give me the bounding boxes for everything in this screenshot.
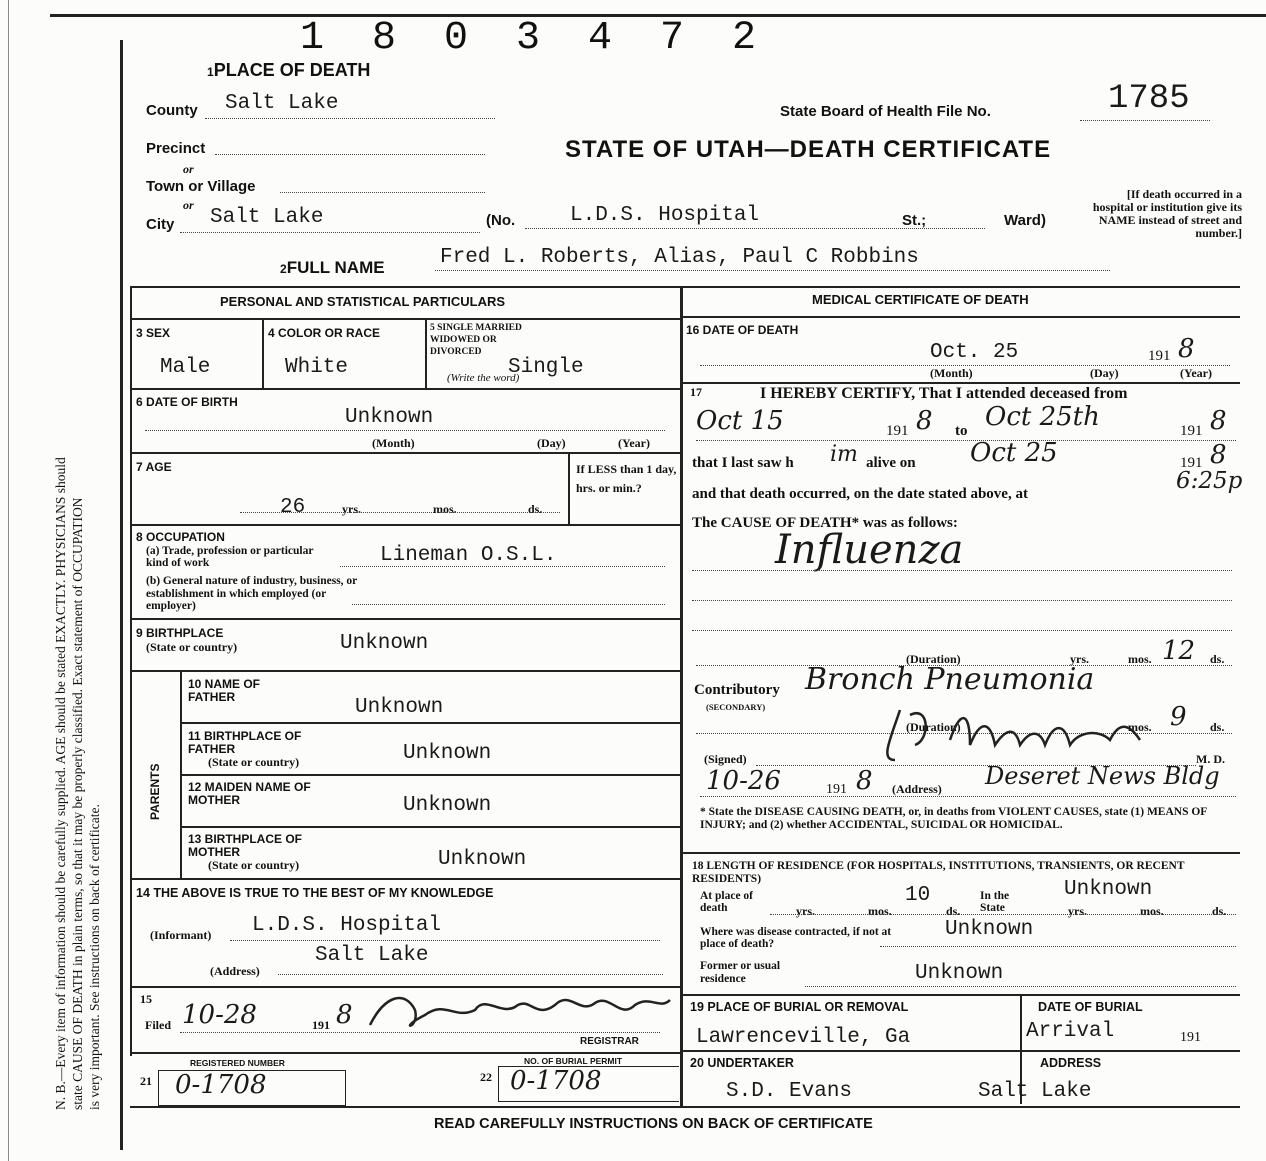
address-value: Salt Lake xyxy=(315,944,429,967)
occupation-label: 8 OCCUPATION xyxy=(136,530,225,544)
address-label: (Address) xyxy=(210,964,260,978)
sidebar-line-1: N. B.—Every item of information should be carefully supplied. AGE should be stated EXACTLY. PHYSICIANS should xyxy=(53,457,68,1110)
burial-permit-value: 0-1708 xyxy=(510,1066,602,1096)
medical-heading: MEDICAL CERTIFICATE OF DEATH xyxy=(812,292,1029,307)
father-birthplace-value: Unknown xyxy=(403,742,492,765)
dob-label: 6 DATE OF BIRTH xyxy=(136,395,238,409)
cell-divider xyxy=(262,318,264,388)
row-line xyxy=(680,852,1240,854)
date-of-death-label: 16 DATE OF DEATH xyxy=(686,323,799,337)
left-border xyxy=(120,40,123,1150)
res-yrs-label: yrs. xyxy=(796,904,815,918)
certify-text: I HEREBY CERTIFY, That I attended deceased from xyxy=(760,385,1128,402)
signed-address-label: (Address) xyxy=(892,782,942,796)
filed-year-prefix: 191 xyxy=(312,1018,330,1032)
file-line xyxy=(1080,120,1210,121)
row-line xyxy=(130,388,680,390)
alive-year-prefix: 191 xyxy=(1180,455,1203,471)
at-place-label: At place of death xyxy=(700,890,754,914)
filed-date: 10-28 xyxy=(182,1000,257,1030)
mos-label-1: mos. xyxy=(1128,652,1152,666)
alive-year-digit: 8 xyxy=(1210,440,1227,470)
institution-note: [If death occurred in a hospital or institution give its NAME instead of street and number.] xyxy=(1092,187,1242,240)
cause-label: The CAUSE OF DEATH* was as follows: xyxy=(692,515,958,531)
st-label: St.; xyxy=(902,212,927,229)
signed-label: (Signed) xyxy=(704,752,747,766)
informant-value: L.D.S. Hospital xyxy=(252,914,442,937)
dob-month-sub: (Month) xyxy=(372,436,415,450)
last-saw-label: that I last saw h xyxy=(692,455,794,471)
row-line xyxy=(680,1050,1240,1052)
row-line xyxy=(130,878,680,880)
signed-year-digit: 8 xyxy=(856,766,873,796)
attended-to-date: Oct 25th xyxy=(985,402,1100,432)
occupation-value: Lineman O.S.L. xyxy=(380,544,557,567)
row-line xyxy=(130,670,680,672)
residence-label: 18 LENGTH OF RESIDENCE (FOR HOSPITALS, INSTITUTIONS, TRANSIENTS, OR RECENT RESIDENTS) xyxy=(692,860,1185,885)
informant-label: (Informant) xyxy=(150,928,212,942)
res-mos-label: mos. xyxy=(868,904,892,918)
num-15: 15 xyxy=(140,992,152,1006)
from-year-prefix: 191 xyxy=(886,423,909,439)
row-line xyxy=(680,382,1240,384)
color-label: 4 COLOR OR RACE xyxy=(268,326,381,340)
date-of-death-year-prefix: 191 xyxy=(1148,348,1171,364)
burial-permit-label: NO. OF BURIAL PERMIT xyxy=(524,1056,623,1066)
attended-line xyxy=(696,440,1236,441)
mos-label-2: mos. xyxy=(1128,720,1152,734)
undertaker-label: 20 UNDERTAKER xyxy=(690,1056,794,1070)
contracted-label: Where was disease contracted, if not at place of death? xyxy=(700,926,892,950)
row-line xyxy=(130,1052,680,1054)
ward-label: Ward) xyxy=(1004,212,1046,229)
burial-label: 19 PLACE OF BURIAL OR REMOVAL xyxy=(690,1000,909,1014)
from-year-digit: 8 xyxy=(916,406,933,436)
contracted-line xyxy=(880,946,1236,947)
dob-value: Unknown xyxy=(345,406,434,429)
dod-month-sub: (Month) xyxy=(930,366,973,380)
city-line xyxy=(180,232,480,233)
town-line xyxy=(280,192,485,193)
cause-line-2 xyxy=(692,600,1232,601)
signed-address-value: Deseret News Bldg xyxy=(985,762,1220,790)
age-label: 7 AGE xyxy=(136,460,172,474)
filed-label: Filed xyxy=(145,1018,171,1032)
former-value: Unknown xyxy=(915,962,1004,985)
address-line xyxy=(278,974,663,975)
sidebar-instructions xyxy=(52,60,103,1110)
dob-year-sub: (Year) xyxy=(618,436,650,450)
state-ds-label: ds. xyxy=(1212,904,1227,918)
occupation-b-label: (b) General nature of industry, business, or establishment in which employed (or employer) xyxy=(146,575,358,612)
row-line xyxy=(180,774,680,776)
row-line xyxy=(680,994,1240,996)
signed-date: 10-26 xyxy=(706,766,781,796)
page-title: STATE OF UTAH—DEATH CERTIFICATE xyxy=(565,136,1052,163)
res-state-value: Unknown xyxy=(1064,878,1153,901)
birthplace-value: Unknown xyxy=(340,632,429,655)
secondary-label: (SECONDARY) xyxy=(706,702,766,712)
res-ds-label: ds. xyxy=(946,904,961,918)
edge-line xyxy=(8,0,9,1161)
burial-date-value: Arrival xyxy=(1026,1020,1115,1043)
duration-value-1: 12 xyxy=(1162,636,1196,666)
ds-label-1: ds. xyxy=(1210,652,1225,666)
cell-divider xyxy=(425,318,427,388)
burial-year-prefix: 191 xyxy=(1180,1030,1201,1045)
grid-middle xyxy=(680,286,683,1106)
alive-on-date: Oct 25 xyxy=(970,438,1058,468)
contracted-value: Unknown xyxy=(945,918,1034,941)
cell-divider xyxy=(568,452,570,524)
attended-from-date: Oct 15 xyxy=(696,406,784,436)
mother-value: Unknown xyxy=(403,794,492,817)
file-label: State Board of Health File No. xyxy=(780,103,991,120)
dob-line xyxy=(145,430,665,431)
informant-line xyxy=(230,940,660,941)
full-name-value: Fred L. Roberts, Alias, Paul C Robbins xyxy=(440,246,919,269)
father-value: Unknown xyxy=(355,696,444,719)
registrar-label: REGISTRAR xyxy=(580,1036,639,1047)
birthplace-sub: (State or country) xyxy=(146,640,238,654)
occ-b-line xyxy=(352,604,665,605)
row-line xyxy=(680,316,1240,318)
city-value: Salt Lake xyxy=(210,206,324,229)
precinct-label: Precinct xyxy=(146,140,206,157)
row-line xyxy=(180,722,680,724)
sex-value: Male xyxy=(160,356,211,379)
death-occurred-label: and that death occurred, on the date stated above, at xyxy=(692,486,1028,502)
md-label: M. D. xyxy=(1196,752,1225,766)
father-birthplace-label: 11 BIRTHPLACE OF FATHER xyxy=(188,729,302,756)
contributory-label: Contributory xyxy=(694,682,780,698)
color-value: White xyxy=(285,356,349,379)
dod-year-sub: (Year) xyxy=(1180,366,1212,380)
undertaker-address-label: ADDRESS xyxy=(1040,1056,1102,1070)
age-value: 26 xyxy=(280,496,306,519)
row-line xyxy=(130,524,680,526)
serial-number: 1 8 0 3 4 7 2 xyxy=(300,16,769,61)
occ-line xyxy=(340,566,665,567)
cause-line-3 xyxy=(692,630,1232,631)
full-name-line xyxy=(435,270,1110,271)
city-label: City xyxy=(146,216,175,233)
state-mos-label: mos. xyxy=(1140,904,1164,918)
dob-day-sub: (Day) xyxy=(537,436,566,450)
row-line xyxy=(130,452,680,454)
contributory-value: Bronch Pneumonia xyxy=(805,662,1095,697)
undertaker-address-value: Salt Lake xyxy=(978,1080,1092,1103)
burial-date-label: DATE OF BURIAL xyxy=(1038,1000,1143,1014)
state-yrs-label: yrs. xyxy=(1068,904,1087,918)
yrs-label-1: yrs. xyxy=(1070,652,1089,666)
res-mos-value: 10 xyxy=(905,884,931,907)
residence-line xyxy=(770,914,1236,915)
cause-line-1 xyxy=(692,570,1232,571)
sex-label: 3 SEX xyxy=(136,326,171,340)
age-line xyxy=(240,512,560,513)
burial-value: Lawrenceville, Ga xyxy=(696,1026,911,1049)
marital-value: Single xyxy=(508,356,584,379)
yrs-label: yrs. xyxy=(342,502,361,516)
personal-heading: PERSONAL AND STATISTICAL PARTICULARS xyxy=(220,294,506,309)
knowledge-label: 14 THE ABOVE IS TRUE TO THE BEST OF MY KNOWLEDGE xyxy=(136,886,494,900)
duration-value-2: 9 xyxy=(1170,702,1187,732)
father-label: 10 NAME OF FATHER xyxy=(188,677,261,704)
num-17: 17 xyxy=(690,385,702,399)
registered-number-label: REGISTERED NUMBER xyxy=(190,1058,285,1068)
county-value: Salt Lake xyxy=(225,92,339,115)
birthplace-label: 9 BIRTHPLACE xyxy=(136,626,224,640)
to-year-prefix: 191 xyxy=(1180,423,1203,439)
physician-signature xyxy=(860,700,1170,770)
undertaker-value: S.D. Evans xyxy=(726,1080,853,1103)
hospital-value: L.D.S. Hospital xyxy=(570,204,760,227)
mother-birthplace-label: 13 BIRTHPLACE OF MOTHER xyxy=(188,832,303,859)
signed-year-prefix: 191 xyxy=(826,782,847,797)
no-label: (No. xyxy=(486,212,516,229)
to-label: to xyxy=(955,423,968,439)
less-than-label: If LESS than 1 day, hrs. or min.? xyxy=(576,462,677,495)
county-line xyxy=(205,118,495,119)
address-line-2 xyxy=(700,796,1236,797)
footnote: * State the DISEASE CAUSING DEATH, or, in deaths from VIOLENT CAUSES, state (1) MEANS OF INJURY; and (2) whether ACCIDENTAL, SUICIDAL OR HOMICIDAL. xyxy=(700,806,1207,831)
footer-instructions: READ CAREFULLY INSTRUCTIONS ON BACK OF CERTIFICATE xyxy=(434,1116,873,1132)
occupation-a-label: (a) Trade, profession or particular kind of work xyxy=(146,545,314,569)
file-number: 1785 xyxy=(1108,80,1190,118)
sidebar-line-2: state CAUSE OF DEATH in plain terms, so that it may be properly classified. Exact statement of OCCUPATION xyxy=(70,497,85,1110)
mother-birthplace-sub: (State or country) xyxy=(208,858,300,872)
full-name-label: 2FULL NAME xyxy=(280,258,385,277)
last-saw-fill: im xyxy=(830,442,858,467)
death-time: 6:25p xyxy=(1176,468,1243,494)
town-label: Town or Village xyxy=(146,178,256,195)
num-21: 21 xyxy=(140,1074,152,1088)
num-22: 22 xyxy=(480,1070,492,1084)
former-label: Former or usual residence xyxy=(700,960,781,985)
dod-day-sub: (Day) xyxy=(1090,366,1119,380)
cause-value: Influenza xyxy=(775,527,964,573)
grid-top xyxy=(130,286,1240,288)
former-line xyxy=(805,986,1236,987)
ds-label: ds. xyxy=(528,502,543,516)
ds-label-2: ds. xyxy=(1210,720,1225,734)
sidebar-line-3: is very important. See instructions on back of certificate. xyxy=(87,804,102,1110)
county-label: County xyxy=(146,102,198,119)
mother-birthplace-value: Unknown xyxy=(438,848,527,871)
mother-label: 12 MAIDEN NAME OF MOTHER xyxy=(188,780,311,807)
to-year-digit: 8 xyxy=(1210,406,1227,436)
father-birthplace-sub: (State or country) xyxy=(208,755,300,769)
filed-year-digit: 8 xyxy=(336,1000,353,1030)
duration-label-1: (Duration) xyxy=(906,652,961,666)
date-of-death-year-digit: 8 xyxy=(1178,334,1195,364)
duration-label-2: (Duration) xyxy=(906,720,961,734)
grid-bottom xyxy=(130,1106,1240,1108)
precinct-line xyxy=(215,154,485,155)
marital-label: 5 SINGLE MARRIED WIDOWED OR DIVORCED xyxy=(430,323,522,357)
place-of-death-heading: 1PLACE OF DEATH xyxy=(207,60,371,80)
alive-on-label: alive on xyxy=(866,455,916,471)
date-of-death-value: Oct. 25 xyxy=(930,341,1019,364)
marital-hint: (Write the word) xyxy=(447,372,520,384)
or-2: or xyxy=(183,198,194,212)
parents-label: PARENTS xyxy=(148,763,162,820)
filed-line xyxy=(180,1032,660,1033)
row-line xyxy=(180,826,680,828)
row-line xyxy=(130,318,680,320)
row-line xyxy=(130,618,680,620)
in-state-label: In the State xyxy=(980,890,1010,914)
registered-number-value: 0-1708 xyxy=(175,1070,267,1100)
mos-label: mos. xyxy=(433,502,457,516)
or-1: or xyxy=(183,162,194,176)
